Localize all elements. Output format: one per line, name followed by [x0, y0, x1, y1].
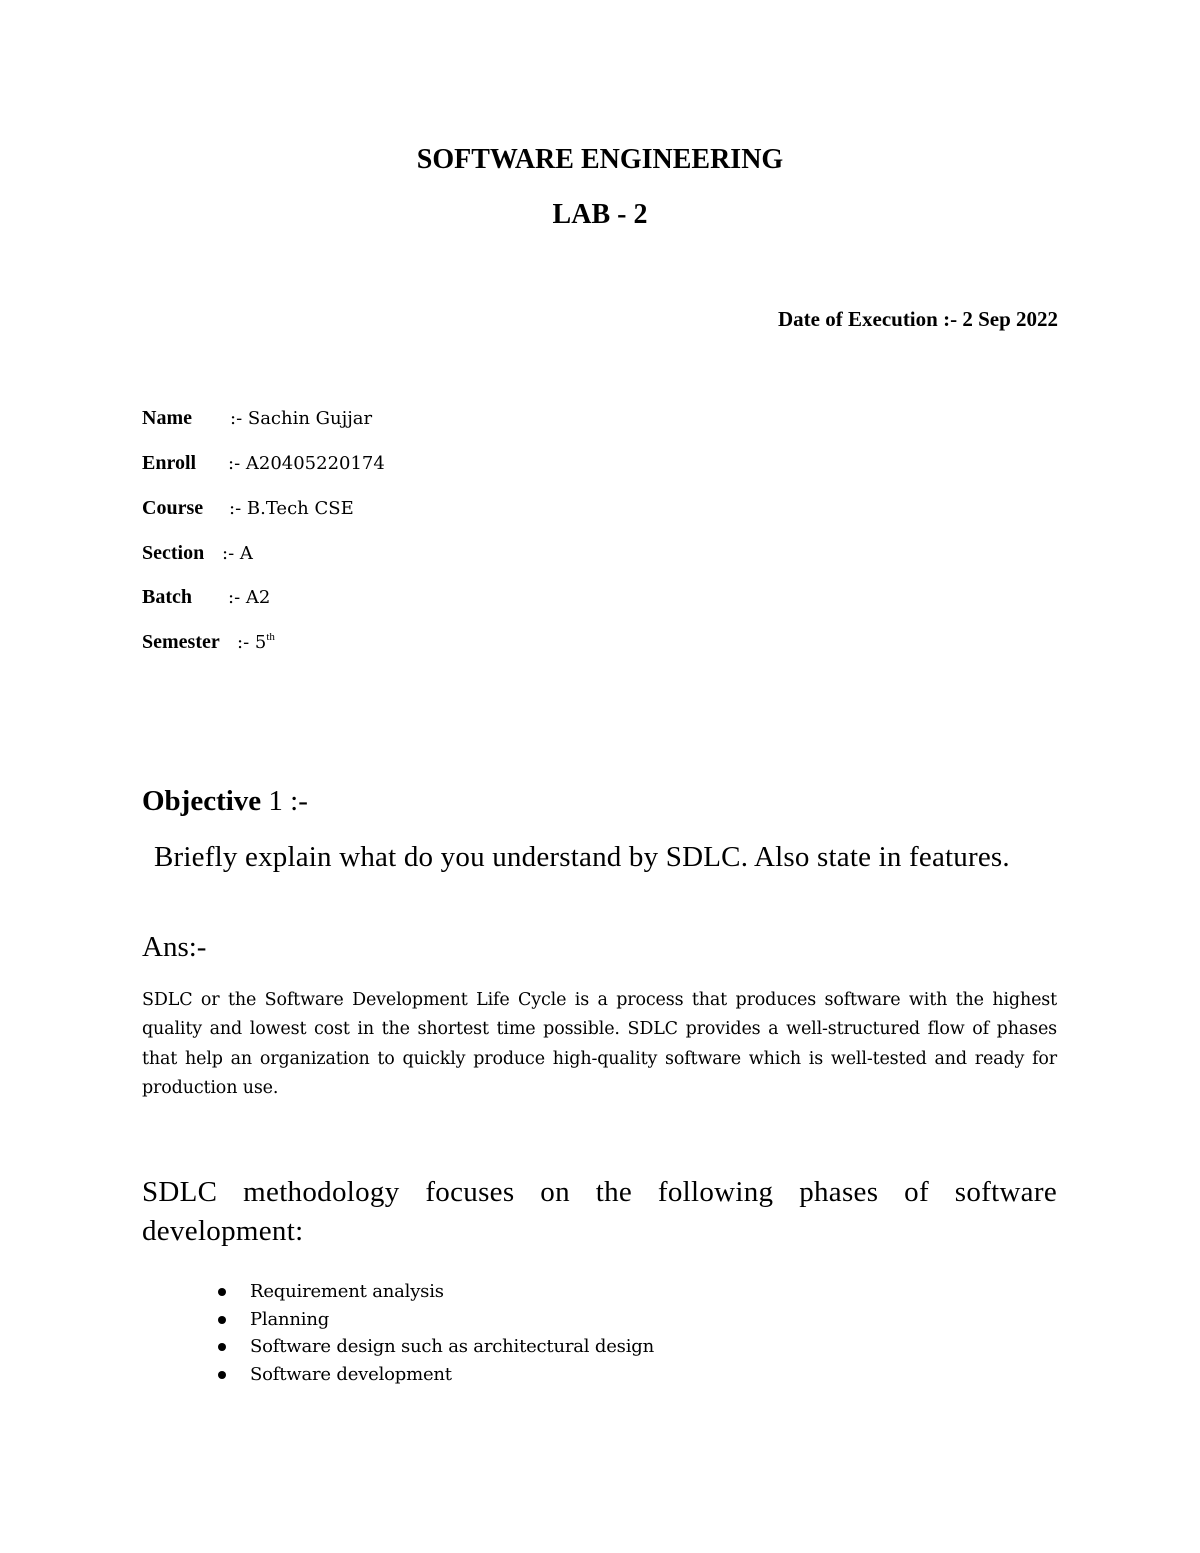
- enroll-value: :- A20405220174: [228, 453, 385, 474]
- info-row-section: [142, 543, 253, 563]
- name-label: Name: [142, 407, 192, 429]
- bullet-icon: [218, 1288, 226, 1296]
- batch-label: Batch: [142, 586, 192, 608]
- course-label: Course: [142, 497, 204, 519]
- semester-label: Semester: [142, 631, 220, 653]
- phases-heading: SDLC methodology focuses on the following phases of software development:: [142, 1176, 1057, 1247]
- enroll-label: Enroll: [142, 452, 197, 474]
- list-item: [142, 1361, 654, 1389]
- phase-text: Planning: [250, 1308, 330, 1330]
- objective-heading: [142, 787, 308, 816]
- semester-value: :- 5: [237, 632, 267, 653]
- list-item: [142, 1306, 654, 1334]
- bullet-icon: [218, 1371, 226, 1379]
- phase-text: Software design such as architectural design: [250, 1336, 654, 1358]
- bullet-icon: [218, 1343, 226, 1351]
- date-of-execution: [778, 309, 1058, 330]
- info-row-enroll: [142, 453, 385, 473]
- answer-label: Ans:-: [142, 931, 207, 963]
- info-row-semester: [142, 632, 275, 652]
- list-item: [142, 1278, 654, 1306]
- phase-text: Requirement analysis: [250, 1281, 444, 1302]
- date-value: 2 Sep 2022: [962, 307, 1058, 331]
- phases-list: [142, 1278, 654, 1388]
- info-row-batch: [142, 587, 270, 607]
- course-value: :- B.Tech CSE: [229, 498, 354, 519]
- phase-text: Software development: [250, 1363, 452, 1385]
- objective-number: 1 :-: [261, 785, 308, 817]
- date-label: Date of Execution :-: [778, 307, 963, 331]
- info-row-name: [142, 408, 372, 428]
- name-value: :- Sachin Gujjar: [230, 408, 373, 429]
- objective-question: Briefly explain what do you understand by SDLC. Also state in features.: [154, 841, 1010, 873]
- answer-paragraph: SDLC or the Software Development Life Cycle is a process that produces software with the highest quality and lowest cost in the shortest time possible. SDLC provides a well-structured flow of phases that help an organization to quickly produce high-quality software which is well-tested and ready for production use.: [142, 990, 1057, 1098]
- document-title: SOFTWARE ENGINEERING: [416, 144, 784, 175]
- section-label: Section: [142, 542, 205, 564]
- objective-label: Objective: [142, 785, 262, 817]
- list-item: [142, 1333, 654, 1361]
- lab-number: LAB - 2: [552, 199, 648, 230]
- bullet-icon: [218, 1316, 226, 1324]
- batch-value: :- A2: [228, 587, 271, 608]
- info-row-course: [142, 498, 354, 518]
- semester-suffix: th: [266, 631, 275, 643]
- section-value: :- A: [222, 543, 253, 564]
